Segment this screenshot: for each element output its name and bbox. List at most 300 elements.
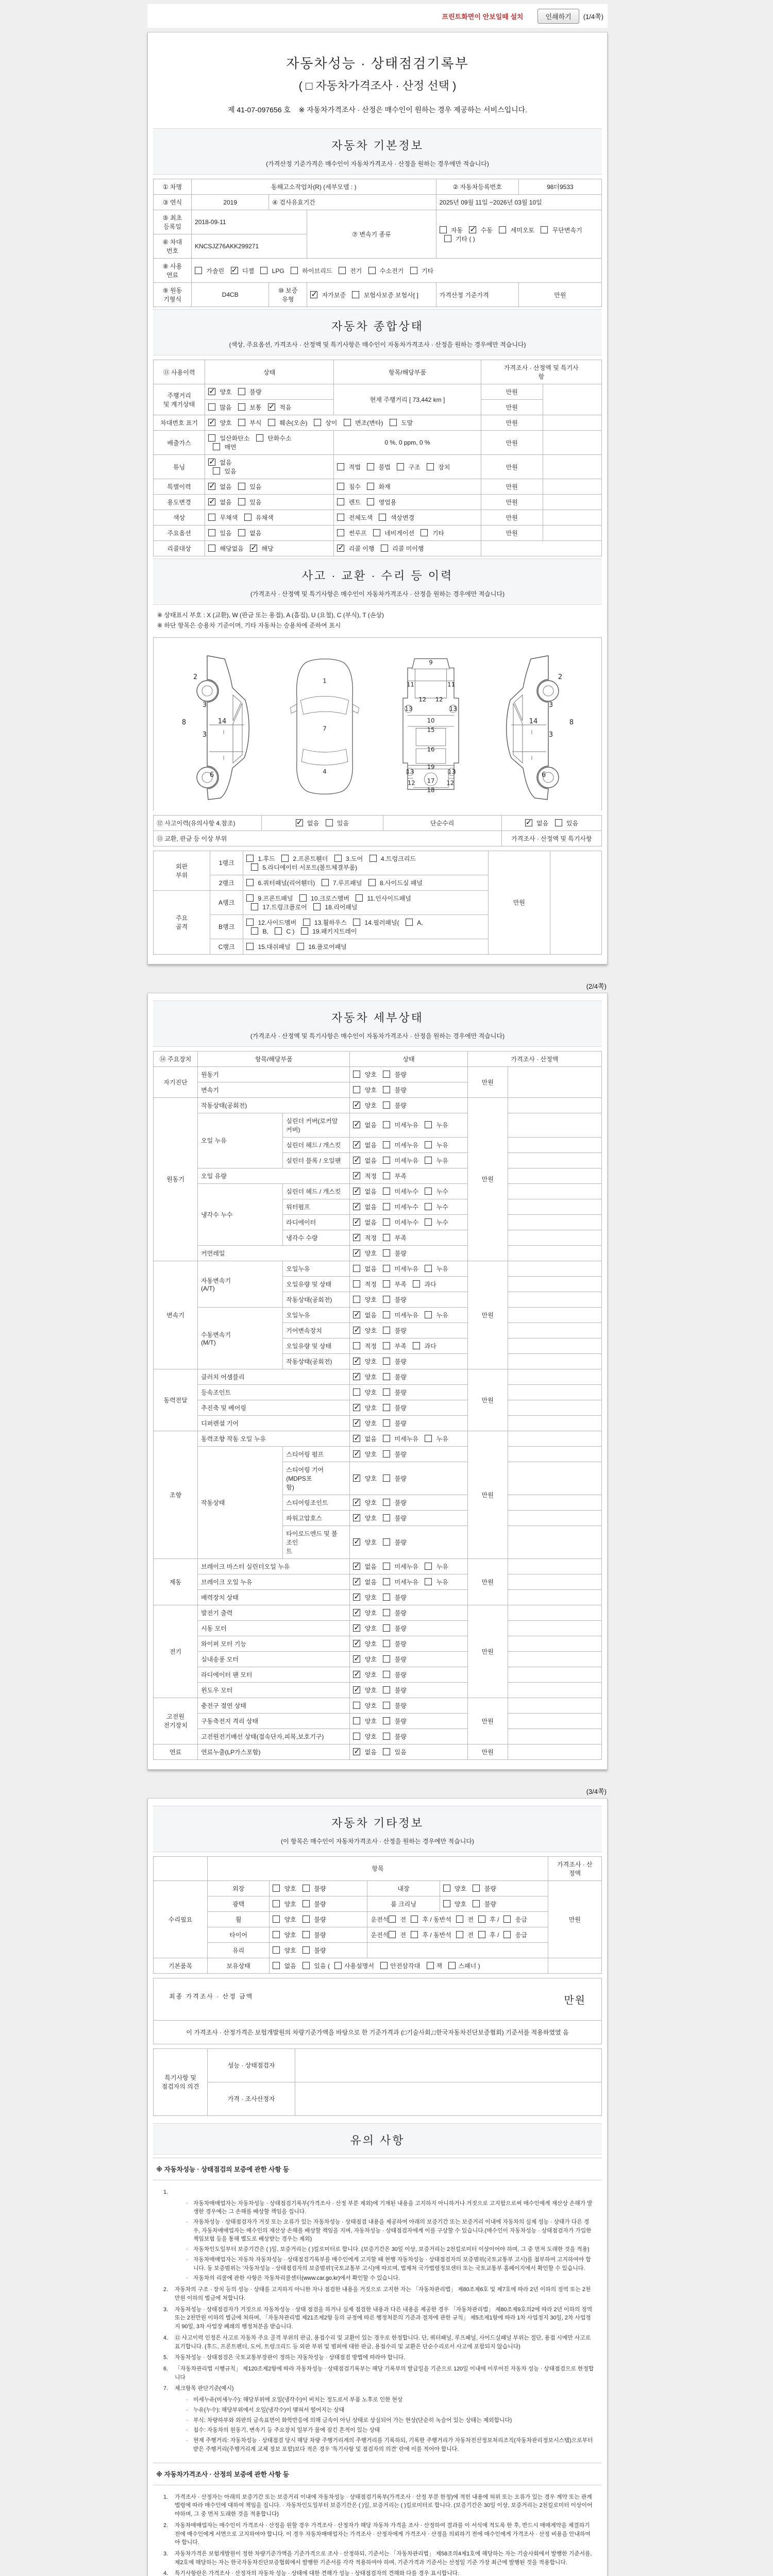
checkbox-empty [383,1748,390,1755]
checkbox-checked [353,1624,360,1632]
table-cell: 적정 부족 과다 [350,1338,467,1353]
checkbox-checked [353,1563,360,1570]
notice-item: 5. 자동차성능 · 상태점검은 국토교통부장관이 정하는 자동차성능 · 상태점검 방법에 따라야 합니다. [163,2354,405,2361]
diagram-part-number: 14 [529,717,537,725]
diagram-part-number: 12 [407,779,415,787]
table-cell: ✓ 양호 불량 [350,1605,467,1620]
diagram-part-number: 4 [322,768,327,775]
utility-bar [147,4,608,28]
table-cell [508,1431,601,1446]
checkbox-empty [448,1962,456,1969]
table-cell: 워터펌프 [283,1199,350,1214]
table-cell [508,1620,601,1636]
accident-history-table [153,815,602,846]
table-cell: 스티어링 기어(MDPS포 함) [283,1462,350,1495]
overall-note: (색상, 주요옵션, 가격조사 · 산정액 및 특기사항은 매수인이 자동차가격조사 · 산정을 원하는 경우에만 적습니다) [229,341,526,348]
car-underbody-diagram [384,646,477,806]
table-cell: ⑩ 보증 유형 [269,283,307,307]
diagram-part-number: 3 [202,731,207,739]
checkbox-empty [353,1296,360,1303]
checkbox-checked [353,1311,360,1318]
table-cell: ✓ 없음 미세누유 누유 [350,1431,467,1446]
checkbox-empty [383,1640,390,1647]
checkbox-empty [208,514,215,521]
diagram-part-number: 8 [569,718,574,726]
checkbox-checked [353,1594,360,1601]
checkbox-empty [244,514,251,521]
checkbox-empty [503,1916,511,1923]
table-cell: 외판 부위 [154,851,210,890]
checkbox-checked [353,1609,360,1616]
checkbox-empty [260,267,267,274]
notice-item: 2. 자동차매매업자는 매수인이 가격조사 · 산정을 원할 경우 가격조사 · 산정자가 해당 자동차 가격을 조사 · 산정하여 결과를 이 서식에 적도록 한 후, 반드시 매매계약을 체결하기 전에 매수인에게 서면으로 고지하여야 합니다. 이 경우 자동차매매업자는 가격조사 · 산정자에게 가격조사 · 산정을 의뢰하기 전에 매수인에게 가격조사 · 산정 비용을 안내하여야 합니다. [163,2522,591,2546]
table-cell: 커먼레일 [198,1245,350,1261]
table-cell [543,526,601,541]
checkbox-empty [383,1450,390,1458]
table-cell: 배출가스 [154,431,205,455]
table-cell: 가격조사 · 산정액 및 특기사 항 [481,360,601,384]
table-cell [508,1744,601,1759]
table-cell: ✓ 양호 불량 [350,1446,467,1462]
table-cell [508,1589,601,1605]
table-cell: 만원 [467,1261,508,1369]
checkbox-empty [337,498,344,505]
table-cell: 만원 [481,495,543,510]
table-cell: 휠 [208,1911,270,1927]
table-cell: 브레이크 오일 누유 [198,1574,350,1589]
table-cell: 2랭크 [210,875,243,890]
table-cell [367,1942,548,1958]
notice-item: 3. 자동차성능 · 상태점검자가 거짓으로 자동차성능 · 상태 점검을 하거나 실제 점검한 내용과 다른 내용을 제공한 경우 「자동차관리법」 제80조제9호의2에 따라 2년 이하의 징역 또는 2천만원 이하의 벌금에 처하며, 「자동차관리법 제21조제2항 등의 규정에 따른 행정처분의 기준과 절차에 관한 규칙」 제5조제1항에 따라 1차 사업정지 30일, 2차 사업정지 90일, 3차 사업장 폐쇄의 행정처분을 받습니다. [163,2306,593,2330]
table-cell: 실내송풍 모터 [198,1651,350,1667]
notice-item: 3. 자동차가격은 보험개발원이 정한 차량기준가액을 기준가격으로 조사 · 산정하되, 기준서는 「자동차관리법」 제58조의4제1호에 해당하는 자는 기술사회에서 발행한 기준서를, 제2호에 해당하는 자는 한국자동차진단보증협회에서 발행한 기준서를 각각 적용하여야 하며, 기준가격과 기준서는 산정일 기준 가장 최근에 발행된 것을 적용합니다. [163,2551,592,2566]
table-cell: 보유상태 [208,1958,270,1973]
checkbox-empty [303,1962,310,1969]
table-cell: ✓ 양호 불량 [350,1415,467,1431]
notice-item: 1. 가격조사 · 산정자는 아래의 보증기간 또는 보증거리 이내에 자동차성능 · 상태점검기록부(가격조사 · 산정 부분 한정)에 적힌 내용에 허위 또는 오류가 있는 경우 계약 또는 관계법령에 따라 매수인에 대하여 책임을 집니다. · 자동차인도일부터 보증기간은 ( )일, 보증거리는 ( )킬로미터로 합니다. (보증기간은 30일 이상, 보증거리는 2천킬로미터 이상이어야하며, 그 중 먼저 도래한 것을 적용합니다) [163,2494,593,2518]
checkbox-empty [383,1578,390,1585]
table-cell [508,1415,601,1431]
table-cell [508,1605,601,1620]
table-cell: 2018-09-11 [192,210,307,234]
final-price-table [153,1978,602,2044]
table-cell [481,541,601,556]
table-cell: ✓ 없음 미세누수 누수 [350,1183,467,1199]
table-cell: 2025년 09월 11일 ~2026년 03월 10일 [436,195,601,210]
checkbox-empty [322,879,329,886]
table-cell: 양호 불량 [440,1896,548,1911]
checkbox-empty [256,434,263,442]
checkbox-empty [314,419,321,426]
checkbox-empty [273,1946,280,1954]
checkbox-empty [353,1342,360,1349]
checkbox-empty [383,1249,390,1257]
accident-header [153,558,602,605]
table-cell [508,1651,601,1667]
table-cell: 주요옵션 [154,526,205,541]
checkbox-empty [383,1538,390,1546]
table-cell: 동력조향 작동 오일 누유 [198,1431,350,1446]
detail-note: (가격조사 · 산정액 및 특기사항은 매수인이 자동차가격조사 · 산정을 원하는 경우에만 적습니다) [250,1032,505,1040]
table-cell: ⑫ 사고이력(유의사항 4.참조) [154,815,262,831]
diagram-part-number: 3 [548,701,553,709]
checkbox-empty [411,1916,418,1923]
table-cell: 실린더 커버(로커암 커버) [283,1113,350,1137]
table-cell: ✓ 없음 미세누유 누유 [350,1307,467,1323]
checkbox-empty [390,419,397,426]
table-cell: 튜닝 [154,455,205,479]
notice-bullet: · 침수: 자동차의 원동기, 변속기 등 주요장치 일부가 물에 잠긴 흔적이 있는 상태 [186,2427,380,2434]
checkbox-checked [353,1218,360,1226]
checkbox-empty [339,267,346,274]
checkbox-empty [383,1671,390,1678]
detail-header [153,1001,602,1047]
table-cell: 만원 [481,431,543,455]
table-cell: 1.후드 2.프론트휀더 3.도어 4.트렁크리드 5.라디에이터 서포트(볼트체결부품) [243,851,489,875]
basic-info-table [153,179,602,307]
table-cell: 자동변속기 (A/T) [198,1261,283,1307]
checkbox-empty [383,1071,390,1078]
table-cell: ✓ 양호 불량 [350,1651,467,1667]
table-cell: A랭크 [210,890,243,914]
checkbox-empty [383,1218,390,1226]
table-cell [508,1369,601,1384]
table-cell: 전기 [154,1605,198,1698]
table-cell: B랭크 [210,914,243,939]
checkbox-empty [383,1101,390,1109]
checkbox-empty [383,1203,390,1210]
table-cell: ✓ 없음 미세누유 누유 [350,1153,467,1168]
checkbox-empty [383,1311,390,1318]
table-cell: 수리필요 [154,1880,208,1958]
table-cell: 변속기 [154,1261,198,1369]
diagram-part-number: 12 [418,696,426,703]
checkbox-empty [208,434,215,442]
table-cell: 항목/해당부품 [198,1051,350,1066]
checkbox-empty [425,1141,432,1148]
checkbox-empty [503,1931,511,1938]
checkbox-empty [541,226,548,233]
checkbox-empty [389,1931,396,1938]
checkbox-checked [208,388,215,395]
checkbox-empty [275,927,282,935]
checkbox-empty [383,1686,390,1693]
checkbox-empty [246,943,254,950]
notice-item: 4. 특기사항란은 가격조사 · 산정자의 자동차 성능 · 상태에 대한 견해가 성능 · 상태점검자의 견해와 다를 경우 표시합니다. [163,2570,459,2576]
diagram-part-number: 3 [202,701,207,709]
checkbox-empty [303,1931,310,1938]
table-cell: 만원 [488,851,550,954]
table-cell: ✓ 없음 미세누수 누수 [350,1199,467,1214]
table-cell: 양호 불량 [350,1384,467,1400]
basic-info-note: (가격산정 기준가격은 매수인이 자동차가격조사 · 산정을 원하는 경우에만 적습니다) [266,160,489,167]
overall-title: 자동차 종합상태 [331,320,424,333]
checkbox-empty [383,1594,390,1601]
table-cell: ✓ 없음 있음 [350,1744,467,1759]
checkbox-empty [238,403,245,411]
table-cell: 배력장치 상태 [198,1589,350,1605]
checkbox-checked [353,1514,360,1521]
accident-title: 사고 · 교환 · 수리 등 이력 [301,569,453,582]
table-cell: ⑪ 사용이력 [154,360,205,384]
checkbox-empty [444,235,451,242]
table-cell [508,1698,601,1713]
table-cell: 양호 불량 [350,1066,467,1082]
table-cell: 만원 [467,1097,508,1261]
table-cell: 광택 [208,1896,270,1911]
table-cell [154,1856,208,1880]
diagram-part-number: 2 [558,673,562,681]
checkbox-empty [353,919,360,926]
table-cell [508,1384,601,1400]
table-cell: 오일 유량 [198,1168,350,1183]
table-cell [295,2082,602,2115]
checkbox-checked [353,1234,360,1241]
table-cell [548,1958,601,1973]
checkbox-checked [337,545,344,552]
checkbox-empty [313,903,321,910]
table-cell: 양호 불량 [270,1927,367,1942]
checkbox-empty [425,1121,432,1128]
checkbox-empty [195,267,202,274]
table-cell: 파워고압호스 [283,1510,350,1526]
checkbox-checked [353,1358,360,1365]
table-cell: 기어변속장치 [283,1323,350,1338]
table-cell: 브레이크 마스터 실린더오일 누유 [198,1558,350,1574]
checkbox-checked [353,1188,360,1195]
checkbox-empty [337,514,344,521]
table-cell: 라디에이터 [283,1214,350,1230]
checkbox-empty [383,1358,390,1365]
checkbox-checked [353,1435,360,1442]
table-cell [508,1558,601,1574]
table-cell: 제동 [154,1558,198,1605]
checkbox-empty [383,1655,390,1663]
table-cell: 6.쿼터패널(리어휀더) 7.루프패널 8.사이드실 패널 [243,875,489,890]
table-cell: ✓ 적정 부족 [350,1230,467,1245]
checkbox-empty [411,1931,418,1938]
sheet-page-2 [147,993,608,1770]
table-cell [543,431,601,455]
checkbox-checked [353,1640,360,1647]
checkbox-empty [383,1475,390,1482]
checkbox-empty [337,529,344,536]
table-cell: 만원 [467,1698,508,1744]
table-cell: ✓ 양호 불량 [350,1245,467,1261]
checkbox-empty [383,1609,390,1616]
checkbox-checked [353,1686,360,1693]
table-cell [508,1667,601,1682]
print-button[interactable]: 인쇄하기 [537,9,579,24]
table-cell: 9.프론트패널 10.크로스멤버 11.인사이드패널 17.트렁크플로어 18.리어패널 [243,890,489,914]
checkbox-checked [353,1373,360,1380]
checkbox-empty [499,226,506,233]
checkbox-empty [443,1900,450,1907]
table-cell: 충전구 절연 상태 [198,1698,350,1713]
table-cell: ✓ 양호 불량 [350,1400,467,1415]
table-cell: 만원 [467,1369,508,1431]
checkbox-empty [238,529,245,536]
checkbox-empty [383,1563,390,1570]
table-cell: 많음 보통 ✓ 적음 [205,400,334,415]
table-cell: 운전석 전 후 / 동반석 전 후 / 응급 [367,1911,548,1927]
checkbox-checked [353,1157,360,1164]
overall-header [153,309,602,355]
checkbox-empty [213,467,220,474]
document-table [153,851,602,955]
diagram-part-number: 7 [322,724,327,732]
table-cell: 작동상태 [198,1446,283,1558]
checkbox-empty [383,1086,390,1093]
checkbox-empty [353,1265,360,1272]
table-cell: ✓ 양호 불량 [350,1462,467,1495]
checkbox-empty [383,1265,390,1272]
table-cell: 항목 [208,1856,548,1880]
notice-bullet: · 자동차매매업자는 자동차 자동차성능 · 상태점검기록부를 매수인에게 고지할 때 현행 자동차성능 · 상태점검자의 보증범위(국토교통부 고시)를 첨부하여 고지하여야 합니다. 동 보증범위는 '자동차성능 · 상태점검자의 보증범위'(국토교통부 고시)에 따르며, 법제처 국가법령정보센터 또는 국토교통부 홈페이지에서 확인할 수 있습니다. [186,2256,591,2272]
table-cell: 만원 [518,283,601,307]
table-cell: ✓ 없음 미세누유 누유 [350,1113,467,1137]
table-cell: 오일 누유 [198,1113,283,1168]
checkbox-empty [208,529,215,536]
table-cell: 타이어 [208,1927,270,1942]
table-cell: ✓ 없음 미세누유 누유 [350,1574,467,1589]
car-top-diagram [278,646,371,806]
table-cell: 작동상태(공회전) [283,1353,350,1369]
final-price-value: 만원 [564,1994,586,2006]
table-cell: 양호 불량 [270,1896,367,1911]
document-table [153,815,602,846]
document-table [153,179,602,307]
checkbox-empty [246,855,254,862]
checkbox-empty [268,419,275,426]
table-cell [543,455,601,479]
table-cell [508,1682,601,1698]
checkbox-checked [353,1121,360,1128]
table-cell: 만원 [481,479,543,495]
detail-title: 자동차 세부상태 [331,1011,424,1024]
table-cell: 자기진단 [154,1066,198,1097]
basic-info-header [153,128,602,175]
table-cell: 가격 · 조사산정자 [208,2082,295,2115]
table-cell: ✓ 양호 불량 [350,1636,467,1651]
notice-item: 2. 자동차의 구조 · 장치 등의 성능 · 상태를 고지하지 아니한 자나 점검한 내용을 거짓으로 고지한 자는 「자동차관리법」 제80조제6호 및 제7호에 따라 2년 이하의 징역 또는 2천만원 이하의 벌금에 처합니다. [163,2286,591,2301]
table-cell [543,384,601,415]
notice-bullet: · 미세누유(미세누수): 해당부위에 오일(냉각수)이 비치는 정도로서 부품 노후로 인한 현상 [186,2397,403,2403]
notice-bullet: · 부식: 차량하부와 외판의 금속표면이 화학반응에 의해 금속이 아닌 상태로 상실되어 가는 현상(단순히 녹슬어 있는 상태는 제외합니다) [186,2417,512,2424]
checkbox-checked [353,1748,360,1755]
table-cell: 실린더 블록 / 오일팬 [283,1153,350,1168]
table-cell: 기본품목 [154,1958,208,1973]
checkbox-empty [301,927,308,935]
checkbox-empty [427,1962,434,1969]
table-cell: 만원 [481,384,543,400]
checkbox-empty [353,1702,360,1709]
table-cell: D4CB [192,283,269,307]
checkbox-empty [291,267,298,274]
table-cell: 원동기 [198,1066,350,1082]
table-cell: ✓ 양호 불량 [350,1526,467,1558]
table-cell: 주요 골격 [154,890,210,954]
diagram-part-number: 11 [406,681,414,688]
checkbox-empty [473,1900,480,1907]
table-cell: 구동축전지 격리 상태 [198,1713,350,1728]
table-cell: KNCSJZ76AKK299271 [192,234,307,259]
checkbox-empty [273,1931,280,1938]
checkbox-empty [369,855,377,862]
sheet-page-1 [147,32,608,964]
checkbox-checked [353,1655,360,1663]
table-cell: 침수 화재 [334,479,481,495]
table-cell: ✓ 양호 불량 [350,1510,467,1526]
checkbox-empty [208,403,215,411]
table-cell: 원동기 [154,1097,198,1261]
table-cell [508,1728,601,1744]
checkbox-checked [353,1538,360,1546]
table-cell: 디퍼렌셜 기어 [198,1415,350,1431]
document-note: ※ 자동차가격조사 · 산정은 매수인이 원하는 경우 제공하는 서비스입니다. [298,106,528,114]
table-cell: 연료 [154,1744,198,1759]
table-cell: 렌트 영업용 [334,495,481,510]
checkbox-empty [425,1218,432,1226]
basic-info-title: 자동차 기본정보 [331,139,424,152]
table-cell: 오일유량 및 상태 [283,1276,350,1292]
checkbox-checked [208,483,215,490]
checkbox-empty [383,1514,390,1521]
checkbox-empty [383,1733,390,1740]
table-cell [508,1353,601,1369]
checkbox-empty [334,1962,342,1969]
table-cell: ✓ 양호 불량 [205,384,334,400]
checkbox-empty [337,483,344,490]
table-cell: 동력전달 [154,1369,198,1431]
checkbox-empty [273,1900,280,1907]
table-cell: 해당없음 ✓ 해당 [205,541,334,556]
diagram-part-number: 6 [541,771,546,779]
table-cell: 만원 [467,1605,508,1698]
table-cell [508,1526,601,1558]
table-cell: 냉각수 누수 [198,1183,283,1245]
diagram-part-number: 9 [428,658,433,666]
checkbox-empty [383,1702,390,1709]
checkbox-empty [406,919,413,926]
table-cell: 실린더 헤드 / 개스킷 [283,1137,350,1153]
table-cell [295,2048,602,2082]
checkbox-empty [353,1388,360,1396]
table-cell: 냉각수 수량 [283,1230,350,1245]
notice-item: 4. ⑫ 사고이력 인정은 사고로 자동차 주요 골격 부위의 판금, 용접수리 및 교환이 있는 경우로 한정합니다. 단, 쿼터패널, 루프패널, 사이드실패널 부위는 절단, 용접 시에만 사고로 표기합니다. (후드, 프론트펜더, 도어, 트렁크리드 등 외판 부위 및 범퍼에 대한 판금, 용접수리 및 교환은 단순수리로서 사고에 포함되지 않습니다) [163,2334,591,2350]
table-cell [508,1276,601,1292]
table-cell: 클러치 어셈블리 [198,1369,350,1384]
table-cell: 추진축 및 베어링 [198,1400,350,1415]
document-number: 제 41-07-097656 호 [227,106,291,114]
diagram-part-number: 12 [435,696,443,703]
table-cell [508,1183,601,1199]
checkbox-empty [246,894,254,902]
table-cell: 조향 [154,1431,198,1558]
checkbox-empty [303,919,310,926]
diagram-part-number: 1 [322,677,327,685]
checkbox-empty [353,1733,360,1740]
table-cell: 상태 [350,1051,467,1066]
table-cell: 현재 주행거리 [ 73,442 km ] [334,384,481,415]
checkbox-empty [273,1916,280,1923]
checkbox-checked [353,1475,360,1482]
table-cell: ✓ 양호 불량 [350,1353,467,1369]
notice-bullet: · 자동차매매업자는 자동차성능 · 상태점검기록부(가격조사 · 산정 부분 제외)에 기재된 내용을 고지하지 아니하거나 거짓으로 고지함으로써 매수인에게 재산상 손해가 발생한 경우에는 그 손해를 배상할 책임을 집니다. [186,2200,593,2215]
table-cell: 없음 있음 ( 사용설명서 안전삼각대 잭 스패너 ) [270,1958,548,1973]
checkbox-checked [353,1203,360,1210]
diagram-part-number: 15 [427,726,434,734]
